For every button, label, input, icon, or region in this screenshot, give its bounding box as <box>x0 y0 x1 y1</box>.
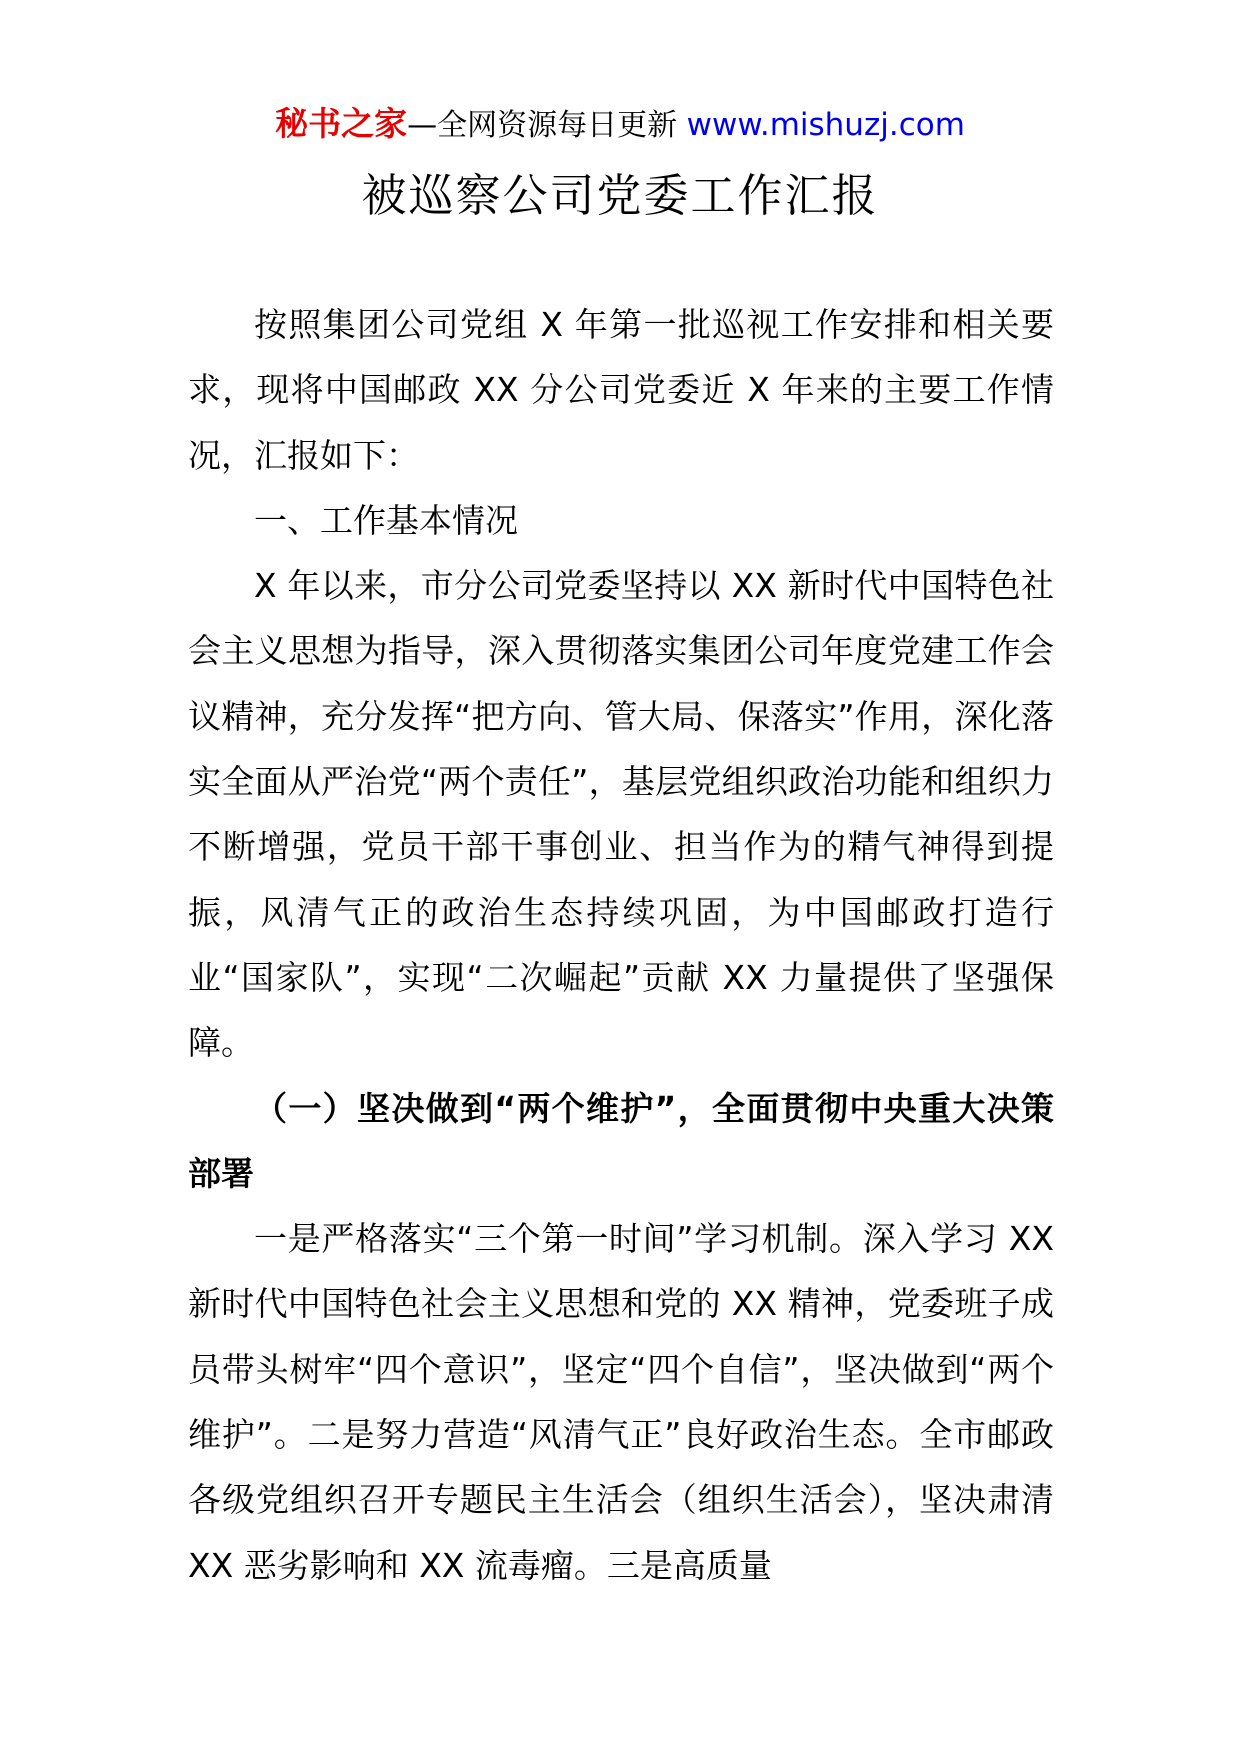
document-title: 被巡察公司党委工作汇报 <box>361 169 879 222</box>
site-brand: 秘书之家 <box>275 104 408 143</box>
site-url-link[interactable]: www.mishuzj.com <box>686 107 965 143</box>
detail-paragraph: 一是严格落实“三个第一时间”学习机制。深入学习 XX 新时代中国特色社会主义思想和党的 XX 精神，党委班子成员带头树牢“四个意识”，坚定“四个自信”，坚决做到“两个维护”。二是努力营造“风清气正”良好政治生态。全市邮政各级党组织召开专题民主生活会（组织生活会），坚决肃清 XX 恶劣影响和 XX 流毒瘤。三是高质量 <box>188 1219 1054 1585</box>
subsection-heading: （一）坚决做到“两个维护”，全面贯彻中央重大决策部署 <box>188 1088 1054 1193</box>
document-body <box>188 292 1054 1598</box>
site-slogan: —全网资源每日更新 <box>407 108 678 143</box>
watermark-header <box>0 100 1240 150</box>
intro-paragraph: 按照集团公司党组 X 年第一批巡视工作安排和相关要求，现将中国邮政 XX 分公司党委近 X 年来的主要工作情况，汇报如下： <box>188 305 1054 475</box>
section-heading: 一、工作基本情况 <box>254 500 518 540</box>
overview-paragraph: X 年以来，市分公司党委坚持以 XX 新时代中国特色社会主义思想为指导，深入贯彻落实集团公司年度党建工作会议精神，充分发挥“把方向、管大局、保落实”作用，深化落实全面从严治党“两个责任”，基层党组织政治功能和组织力不断增强，党员干部干事创业、担当作为的精气神得到提振，风清气正的政治生态持续巩固，为中国邮政打造行业“国家队”，实现“二次崛起”贡献 XX 力量提供了坚强保障。 <box>188 566 1055 1063</box>
